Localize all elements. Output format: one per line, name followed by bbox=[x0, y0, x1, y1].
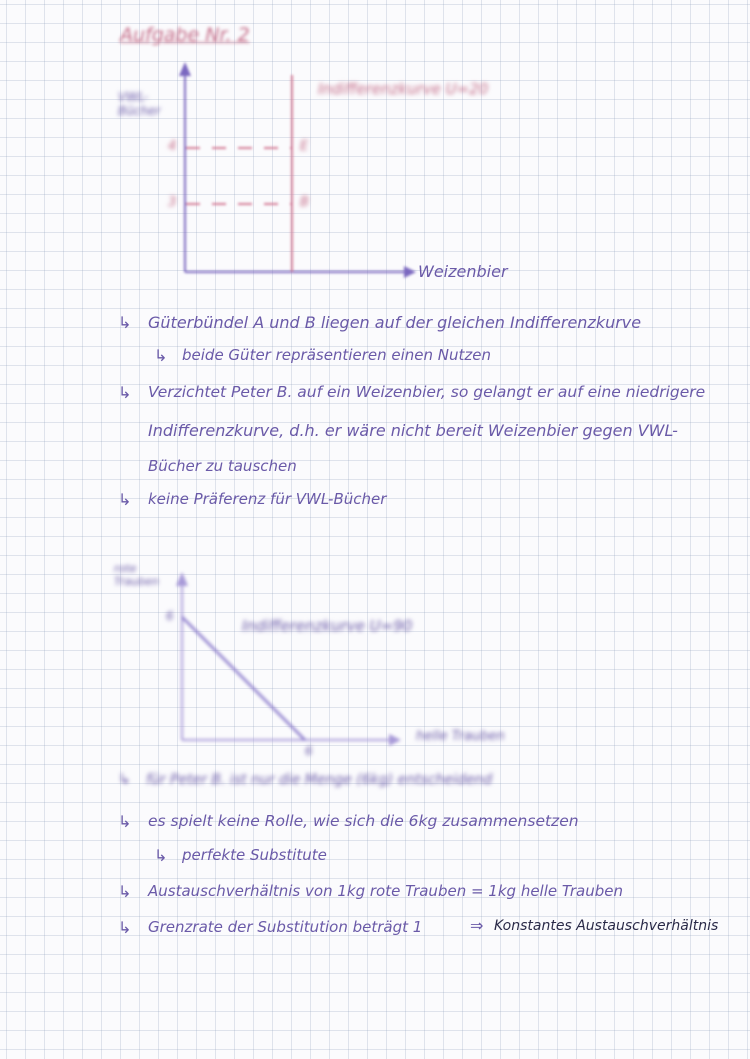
note2-arrow-3: ↳ bbox=[118, 882, 132, 901]
note2-line-4: Austauschverhältnis von 1kg rote Trauben = 1kg helle Trauben bbox=[148, 882, 624, 900]
chart2-y-tick: 6 bbox=[166, 609, 174, 623]
note-line-5: Bücher zu tauschen bbox=[148, 457, 297, 475]
note2-line-2: es spielt keine Rolle, wie sich die 6kg zusammensetzen bbox=[148, 812, 579, 830]
note-arrow-3: ↳ bbox=[118, 490, 132, 509]
note2-implies-arrow: ⇒ bbox=[470, 916, 484, 935]
chart1-y-tick-lower: 3 bbox=[168, 195, 177, 210]
note-line-4: Indifferenzkurve, d.h. er wäre nicht bereit Weizenbier gegen VWL- bbox=[148, 421, 678, 440]
chart1-title: Indifferenzkurve U=20 bbox=[318, 80, 489, 98]
chart2-x-label: helle Trauben bbox=[416, 729, 505, 744]
note-line-6: keine Präferenz für VWL-Bücher bbox=[148, 490, 387, 508]
chart1-y-tick-upper: 4 bbox=[168, 139, 177, 154]
note-arrow-1: ↳ bbox=[118, 313, 132, 332]
chart1-point-e: E bbox=[300, 139, 309, 154]
chart1-x-label: Weizenbier bbox=[418, 262, 508, 281]
chart1-y-label: VWL-Bücher bbox=[118, 90, 161, 118]
note2-line-6: Konstantes Austauschverhältnis bbox=[494, 918, 719, 934]
chart2-y-label: rote Trauben bbox=[114, 562, 159, 588]
note-subarrow-1: ↳ bbox=[154, 346, 168, 365]
note-line-1: Güterbündel A und B liegen auf der gleichen Indifferenzkurve bbox=[148, 313, 642, 332]
note-line-2: beide Güter repräsentieren einen Nutzen bbox=[182, 346, 492, 364]
note2-line-1: für Peter B. ist nur die Menge (6kg) entscheidend bbox=[146, 772, 493, 788]
chart2-title: Indifferenzkurve U=90 bbox=[242, 617, 413, 635]
chart2-x-arrow bbox=[389, 734, 401, 746]
note2-subarrow-1: ↳ bbox=[154, 846, 168, 865]
note2-arrow-1: ↳ bbox=[118, 770, 131, 788]
note2-line-3: perfekte Substitute bbox=[182, 846, 327, 864]
page-heading: Aufgabe Nr. 2 bbox=[120, 24, 250, 46]
note-arrow-2: ↳ bbox=[118, 383, 132, 402]
chart2-indifference-line bbox=[182, 617, 305, 740]
note2-arrow-4: ↳ bbox=[118, 918, 132, 937]
chart2-x-tick: 6 bbox=[305, 744, 313, 758]
note2-arrow-2: ↳ bbox=[118, 812, 132, 831]
note2-line-5: Grenzrate der Substitution beträgt 1 bbox=[148, 918, 423, 936]
chart2-y-arrow bbox=[176, 572, 188, 586]
note-line-3: Verzichtet Peter B. auf ein Weizenbier, so gelangt er auf eine niedrigere bbox=[148, 383, 706, 401]
chart1-point-b: B bbox=[300, 195, 309, 210]
